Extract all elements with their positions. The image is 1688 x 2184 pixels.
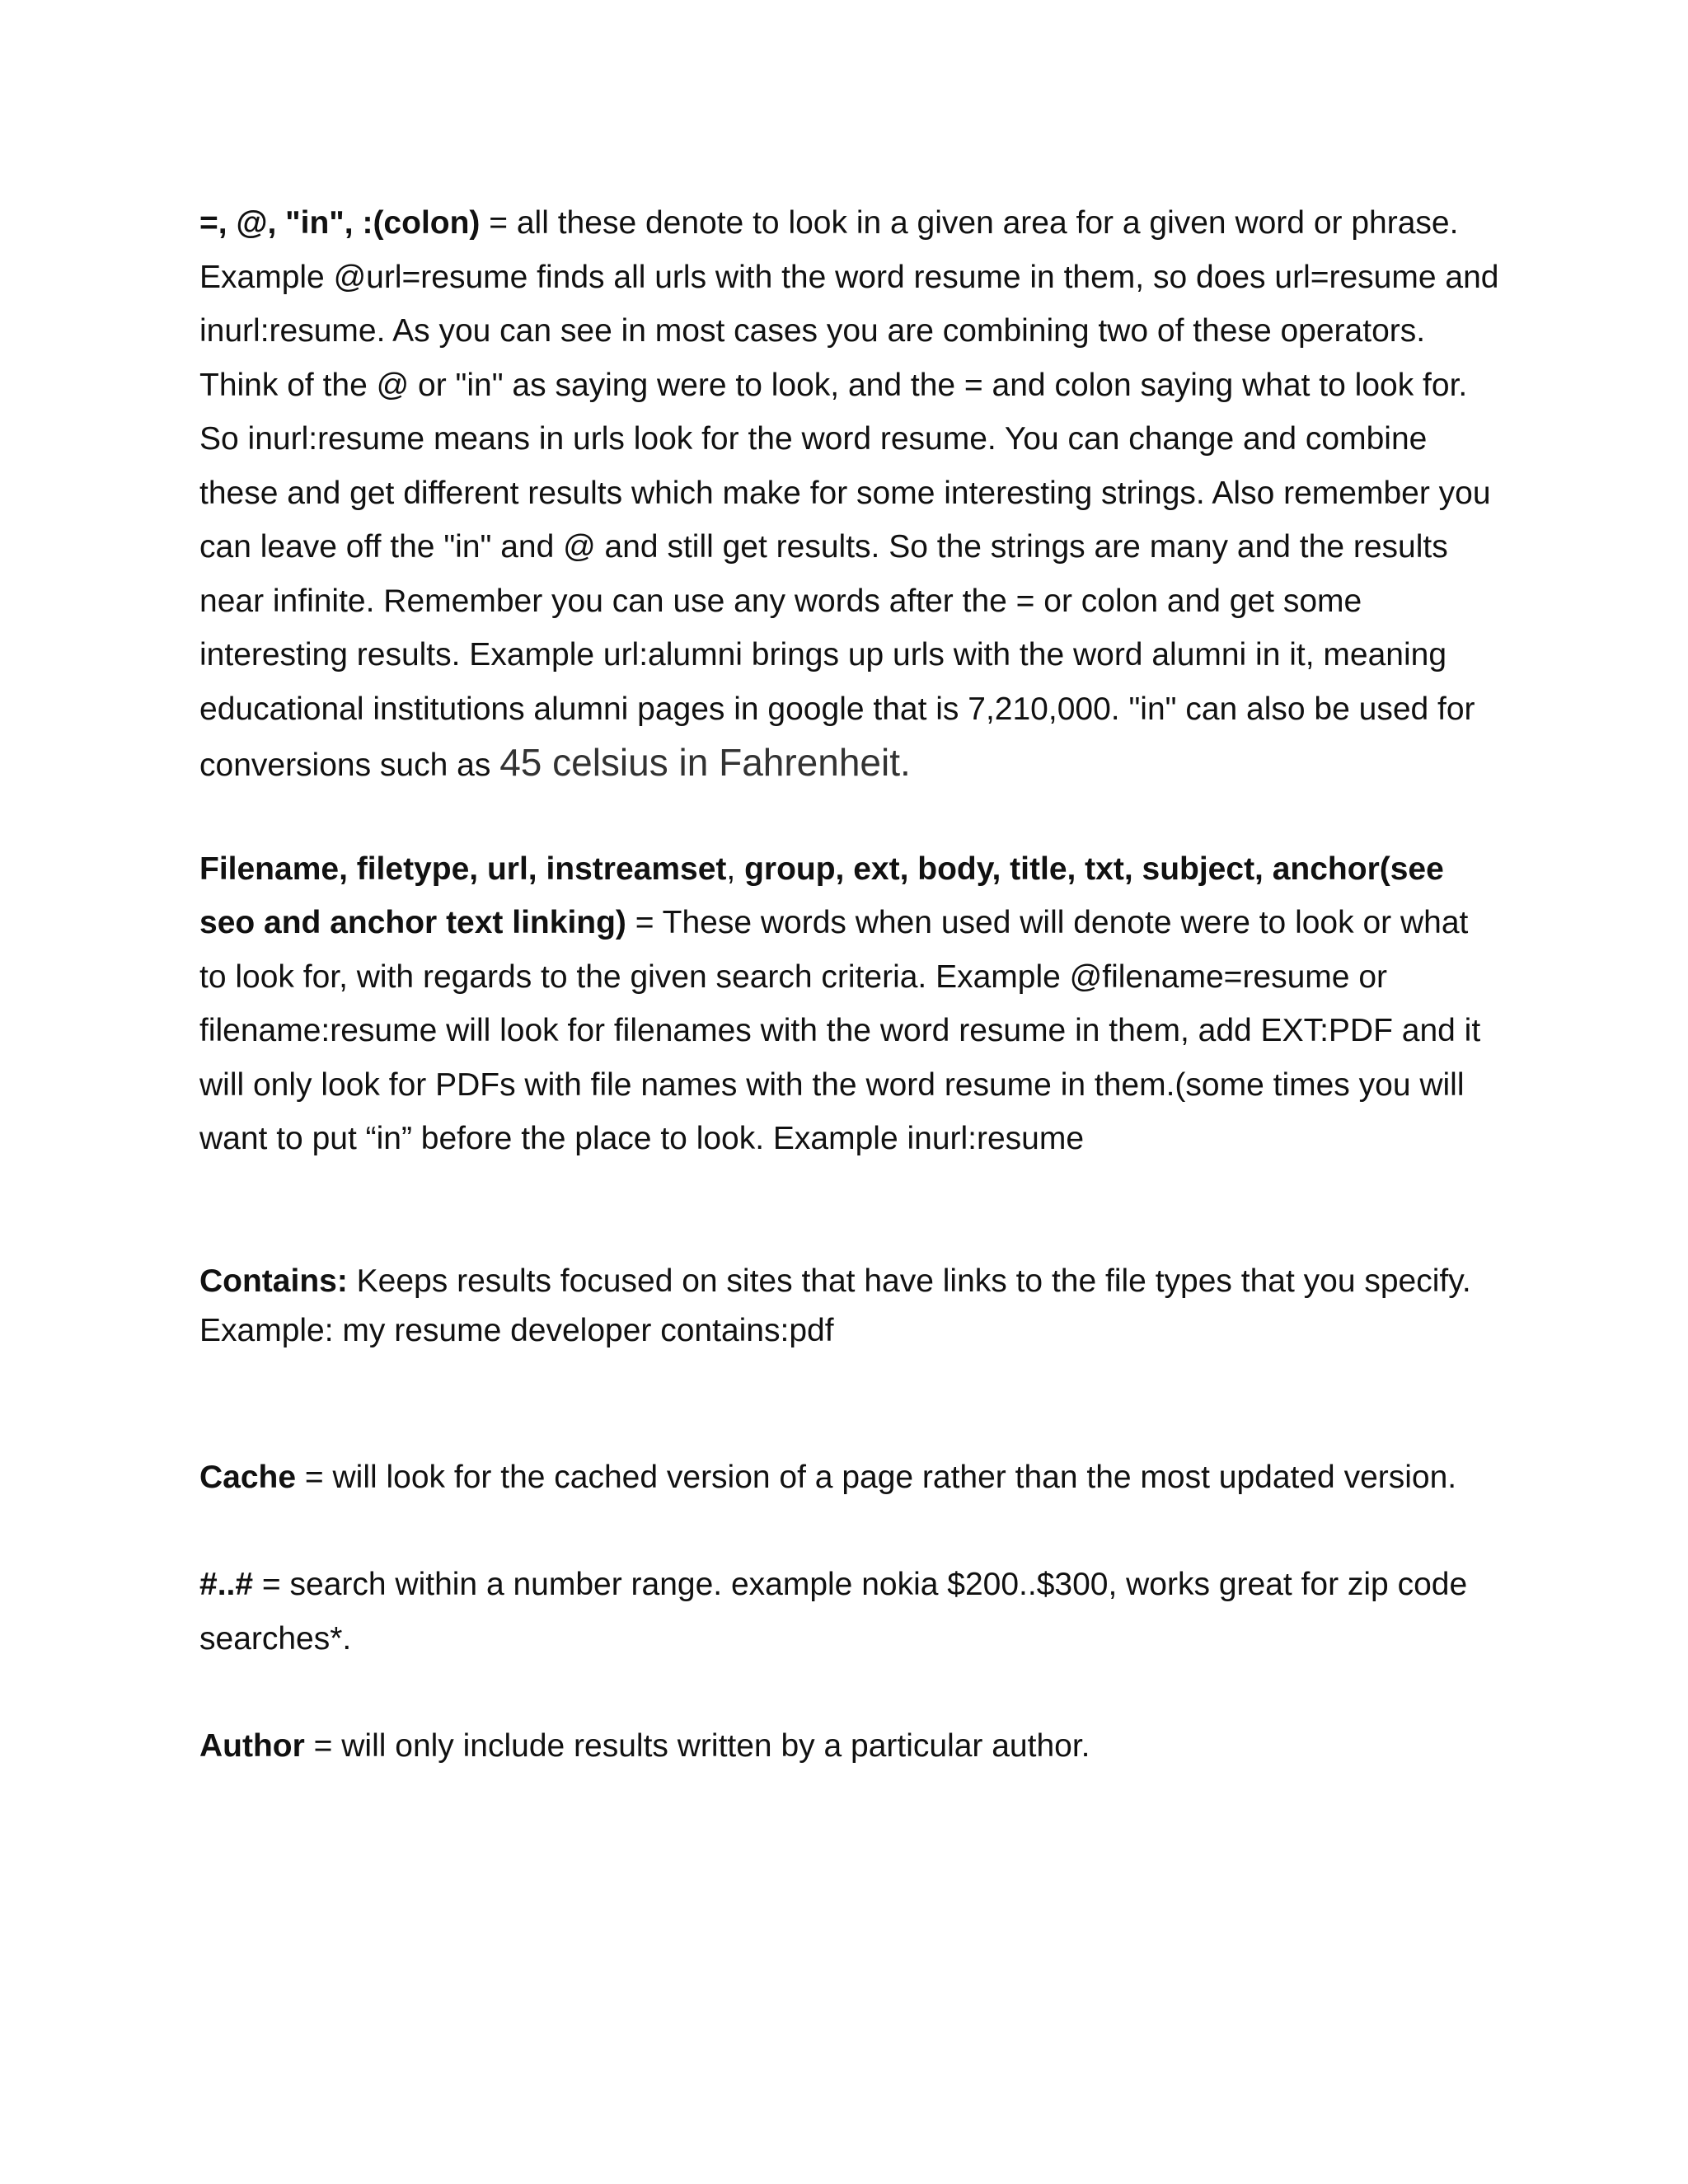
paragraph-filename: [199, 842, 1502, 1166]
term-operators: =, @, "in", :(colon): [199, 205, 481, 241]
example-conversion: 45 celsius in Fahrenheit.: [499, 741, 911, 784]
term-cache: Cache: [199, 1459, 297, 1495]
description-filename: = These words when used will denote were to look or what to look for, with regards to the given search criteria. Example @filename=resume or filename:resume will look for filenames with the word resume in them, add EXT:PDF and it will only look for PDFs with file names with the word resume in them.(some times you will want to put “in” before the place to look. Example inurl:resume: [199, 905, 1481, 1156]
paragraph-cache: [199, 1451, 1502, 1505]
term-filename-b: group, ext, body, title, txt, subject, anchor(see seo and anchor text linking): [199, 851, 1444, 940]
description-operators: = all these denote to look in a given area for a given word or phrase. Example @url=resume finds all urls with the word resume in them, so does url=resume and inurl:resume. As you can see in most cases you are combining two of these operators. Think of the @ or "in" as saying were to look, and the = and colon saying what to look for. So inurl:resume means in urls look for the word resume. You can change and combine these and get different results which make for some interesting strings. Also remember you can leave off the "in" and @ and still get results. So the strings are many and the results near infinite. Remember you can use any words after the = or colon and get some interesting results. Example url:alumni brings up urls with the word alumni in it, meaning educational institutions alumni pages in google that is 7,210,000. "in" can also be used for conversions such as: [199, 205, 1499, 783]
term-separator: ,: [726, 851, 745, 887]
term-contains: Contains:: [199, 1263, 348, 1299]
term-author: Author: [199, 1728, 305, 1764]
description-cache: = will look for the cached version of a page rather than the most updated version.: [296, 1459, 1457, 1495]
term-filename-a: Filename, filetype, url, instreamset: [199, 851, 727, 887]
paragraph-number-range: [199, 1558, 1502, 1666]
description-number-range: = search within a number range. example nokia $200..$300, works great for zip code searches*.: [199, 1567, 1468, 1657]
term-number-range: #..#: [199, 1567, 254, 1602]
paragraph-author: [199, 1719, 1502, 1774]
paragraph-contains: [199, 1257, 1502, 1356]
paragraph-operators: [199, 196, 1502, 793]
description-author: = will only include results written by a particular author.: [304, 1728, 1090, 1764]
document-body: [199, 196, 1502, 1774]
description-contains: Keeps results focused on sites that have links to the file types that you specify. Example: my resume developer contains:pdf: [199, 1263, 1471, 1348]
